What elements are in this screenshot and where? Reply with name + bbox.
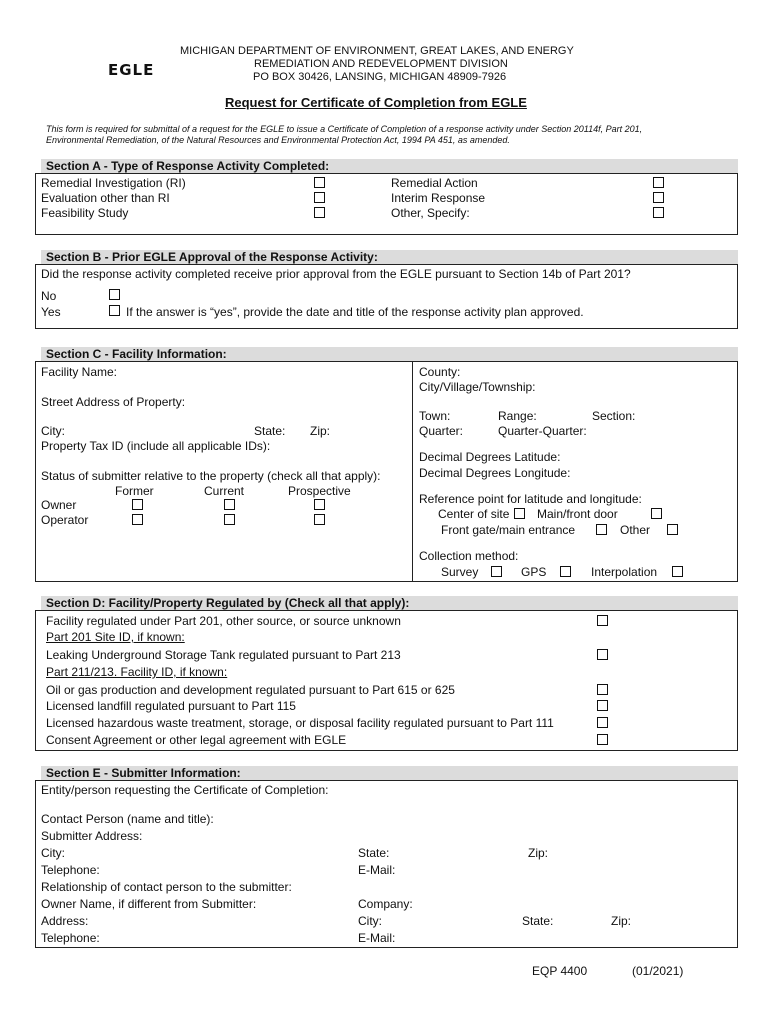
owner-prospective-checkbox[interactable]: [314, 499, 325, 510]
former-label: Former: [115, 484, 154, 498]
lust-checkbox[interactable]: [597, 649, 608, 660]
gps-label: GPS: [521, 565, 547, 579]
lust-label: Leaking Underground Storage Tank regulated pursuant to Part 213: [46, 648, 401, 662]
page-title: Request for Certificate of Completion from EGLE: [225, 95, 527, 110]
operator-former-checkbox[interactable]: [132, 514, 143, 525]
owner-zip-label: Zip:: [611, 914, 632, 928]
section-e-title: Section E - Submitter Information:: [41, 766, 738, 780]
gps-checkbox[interactable]: [560, 566, 571, 577]
consent-agreement-checkbox[interactable]: [597, 734, 608, 745]
main-front-door-checkbox[interactable]: [651, 508, 662, 519]
facility-name-label: Facility Name:: [41, 365, 118, 379]
no-label: No: [41, 289, 57, 303]
submitter-address-label: Submitter Address:: [41, 829, 143, 843]
form-number: EQP 4400: [532, 964, 588, 978]
oil-gas-label: Oil or gas production and development regulated pursuant to Part 615 or 625: [46, 683, 455, 697]
operator-current-checkbox[interactable]: [224, 514, 235, 525]
intro-line-1: This form is required for submittal of a request for the EGLE to issue a Certificate of Completion of a response activity under Section 20114f, Part 201,: [46, 124, 643, 134]
survey-label: Survey: [441, 565, 479, 579]
owner-telephone-label: Telephone:: [41, 931, 100, 945]
owner-label: Owner: [41, 498, 77, 512]
consent-agreement-label: Consent Agreement or other legal agreement with EGLE: [46, 733, 347, 747]
city-label: City:: [41, 424, 65, 438]
owner-city-label: City:: [358, 914, 382, 928]
reference-point-label: Reference point for latitude and longitude:: [419, 492, 642, 506]
remedial-action-checkbox[interactable]: [653, 177, 664, 188]
county-label: County:: [419, 365, 461, 379]
current-label: Current: [204, 484, 245, 498]
interim-response-checkbox[interactable]: [653, 192, 664, 203]
city-village-township-label: City/Village/Township:: [419, 380, 536, 394]
owner-name-label: Owner Name, if different from Submitter:: [41, 897, 257, 911]
operator-prospective-checkbox[interactable]: [314, 514, 325, 525]
owner-state-label: State:: [522, 914, 554, 928]
ri-checkbox[interactable]: [314, 177, 325, 188]
prior-approval-question: Did the response activity completed receive prior approval from the EGLE pursuant to Section 14b of Part 201?: [41, 267, 631, 281]
submitter-email-label: E-Mail:: [358, 863, 396, 877]
submitter-state-label: State:: [358, 846, 390, 860]
evaluation-checkbox[interactable]: [314, 192, 325, 203]
town-label: Town:: [419, 409, 451, 423]
remedial-action-label: Remedial Action: [391, 176, 478, 190]
status-label: Status of submitter relative to the property (check all that apply):: [41, 469, 381, 483]
front-gate-checkbox[interactable]: [596, 524, 607, 535]
street-address-label: Street Address of Property:: [41, 395, 186, 409]
owner-former-checkbox[interactable]: [132, 499, 143, 510]
interim-response-label: Interim Response: [391, 191, 486, 205]
part-201-checkbox[interactable]: [597, 615, 608, 626]
form-date: (01/2021): [632, 964, 684, 978]
facility-id-label: Part 211/213. Facility ID, if known:: [46, 665, 228, 679]
zip-label: Zip:: [310, 424, 331, 438]
intro-line-2: Environmental Remediation, of the Natural Resources and Environmental Protection Act, 1994 PA 451, as amended.: [46, 135, 510, 145]
section-c-divider: [412, 361, 413, 582]
state-label: State:: [254, 424, 286, 438]
no-checkbox[interactable]: [109, 289, 120, 300]
header-line-3: PO BOX 30426, LANSING, MICHIGAN 48909-7926: [253, 71, 507, 83]
interpolation-label: Interpolation: [591, 565, 658, 579]
longitude-label: Decimal Degrees Longitude:: [419, 466, 571, 480]
main-front-door-label: Main/front door: [537, 507, 618, 521]
quarter-label: Quarter:: [419, 424, 464, 438]
header-line-1: MICHIGAN DEPARTMENT OF ENVIRONMENT, GREAT LAKES, AND ENERGY: [180, 45, 574, 57]
interpolation-checkbox[interactable]: [672, 566, 683, 577]
feasibility-label: Feasibility Study: [41, 206, 129, 220]
yes-checkbox[interactable]: [109, 305, 120, 316]
quarter-quarter-label: Quarter-Quarter:: [498, 424, 587, 438]
section-a-title: Section A - Type of Response Activity Completed:: [41, 159, 738, 173]
egle-logo: EGLE: [108, 61, 155, 79]
owner-current-checkbox[interactable]: [224, 499, 235, 510]
evaluation-label: Evaluation other than RI: [41, 191, 170, 205]
hazardous-waste-checkbox[interactable]: [597, 717, 608, 728]
section-label: Section:: [592, 409, 636, 423]
submitter-telephone-label: Telephone:: [41, 863, 100, 877]
other-checkbox[interactable]: [667, 524, 678, 535]
relationship-label: Relationship of contact person to the submitter:: [41, 880, 292, 894]
submitter-zip-label: Zip:: [528, 846, 549, 860]
part-201-site-id-label: Part 201 Site ID, if known:: [46, 630, 185, 644]
landfill-checkbox[interactable]: [597, 700, 608, 711]
hazardous-waste-label: Licensed hazardous waste treatment, storage, or disposal facility regulated pursuant to Part 111: [46, 716, 554, 730]
feasibility-checkbox[interactable]: [314, 207, 325, 218]
collection-method-label: Collection method:: [419, 549, 519, 563]
entity-label: Entity/person requesting the Certificate of Completion:: [41, 783, 329, 797]
yes-label: Yes: [41, 305, 61, 319]
owner-address-label: Address:: [41, 914, 89, 928]
tax-id-label: Property Tax ID (include all applicable IDs):: [41, 439, 271, 453]
owner-email-label: E-Mail:: [358, 931, 396, 945]
center-of-site-label: Center of site: [438, 507, 510, 521]
header-line-2: REMEDIATION AND REDEVELOPMENT DIVISION: [254, 58, 508, 70]
yes-note: If the answer is “yes”, provide the date and title of the response activity plan approved.: [126, 305, 584, 319]
other-specify-label: Other, Specify:: [391, 206, 470, 220]
prospective-label: Prospective: [288, 484, 351, 498]
submitter-city-label: City:: [41, 846, 65, 860]
front-gate-label: Front gate/main entrance: [441, 523, 576, 537]
other-label: Other: [620, 523, 651, 537]
section-d-title: Section D: Facility/Property Regulated by (Check all that apply):: [41, 596, 738, 610]
center-of-site-checkbox[interactable]: [514, 508, 525, 519]
oil-gas-checkbox[interactable]: [597, 684, 608, 695]
other-specify-checkbox[interactable]: [653, 207, 664, 218]
section-c-title: Section C - Facility Information:: [41, 347, 738, 361]
latitude-label: Decimal Degrees Latitude:: [419, 450, 561, 464]
section-b-title: Section B - Prior EGLE Approval of the Response Activity:: [41, 250, 738, 264]
ri-label: Remedial Investigation (RI): [41, 176, 186, 190]
operator-label: Operator: [41, 513, 89, 527]
landfill-label: Licensed landfill regulated pursuant to Part 115: [46, 699, 296, 713]
part-201-label: Facility regulated under Part 201, other source, or source unknown: [46, 614, 401, 628]
company-label: Company:: [358, 897, 413, 911]
range-label: Range:: [498, 409, 537, 423]
contact-person-label: Contact Person (name and title):: [41, 812, 214, 826]
survey-checkbox[interactable]: [491, 566, 502, 577]
